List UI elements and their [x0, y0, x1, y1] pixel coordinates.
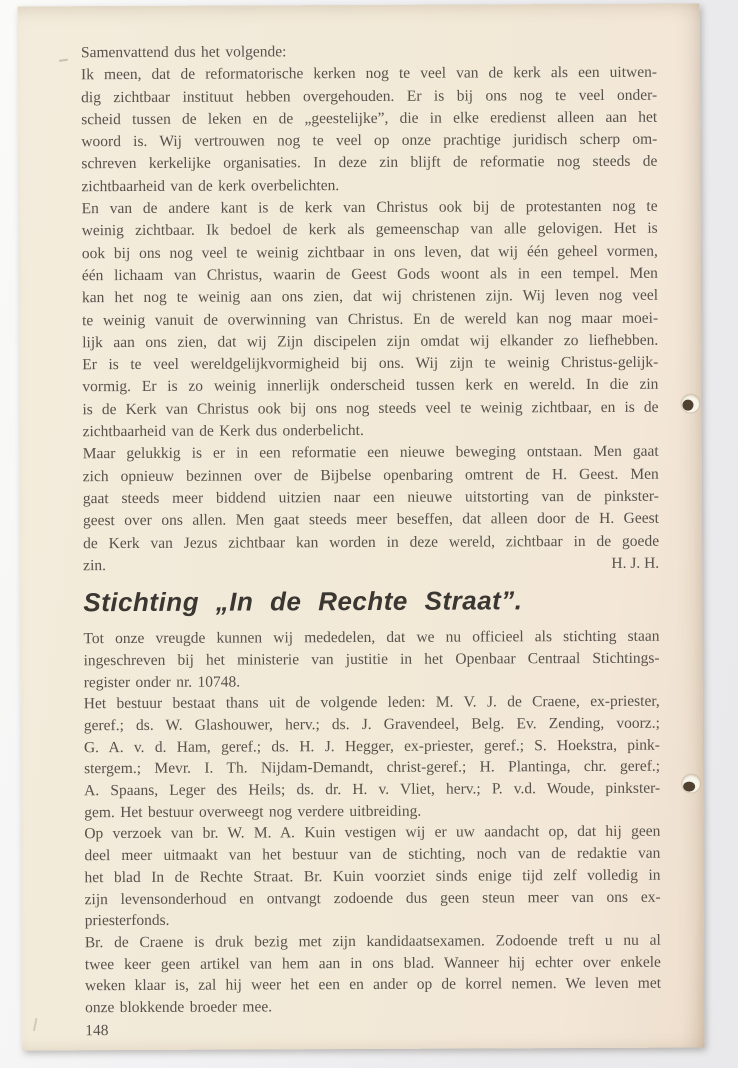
signature-line	[83, 553, 659, 578]
page-number: 148	[85, 1021, 109, 1039]
text-line: twee keer geen artikel van hem aan in ons blad. Wanneer hij echter over enkele	[84, 953, 661, 973]
text-line: G. A. v. d. Ham, geref.; ds. H. J. Hegger, ex-priester, geref.; S. Hoekstra, pink-	[83, 736, 660, 756]
text-line: schreven kerkelijke organisaties. In deze zin blijft de reformatie nog steeds de	[81, 153, 658, 173]
punch-hole-top	[681, 395, 699, 413]
text-line: dig zichtbaar instituut hebben overgehouden. Er is bij ons nog te veel onder-	[81, 86, 658, 106]
text-line: is de Kerk van Christus ook bij ons nog steeds veel te weinig zichtbaar, en is de	[82, 398, 659, 418]
text-line: Tot onze vreugde kunnen wij mededelen, dat we nu officieel als stichting staan	[83, 627, 660, 648]
text-line: En van de andere kant is de kerk van Christus ook bij de protestanten nog te	[81, 197, 658, 218]
article-heading: Stichting „In de Rechte Straat”.	[83, 585, 523, 618]
text-line: kan het nog te weinig aan ons zien, dat wij christenen zijn. Wij leven nog veel	[81, 286, 659, 307]
punch-hole-bottom	[682, 775, 700, 793]
text-line: priesterfonds.	[84, 912, 170, 930]
text-line: zichtbaarheid van de Kerk dus onderbelicht.	[82, 422, 364, 441]
text-line: één lichaam van Christus, waarin de Geest Gods woont als in een tempel. Men	[81, 264, 658, 285]
text-line: register onder nr. 10748.	[83, 673, 241, 691]
author-initials: H. J. H.	[611, 554, 660, 572]
text-line: te weinig vanuit de overwinning van Christus. En de wereld kan nog maar moei-	[82, 309, 659, 329]
article-stichting	[83, 626, 661, 1019]
text-line: scheid tussen de leken en de „geestelijke”, die in elke eredienst alleen aan het	[81, 108, 658, 129]
text-line: deel meer uitmaakt van het bestuur van de stichting, noch van de redaktie van	[84, 844, 661, 865]
text-line: zichtbaarheid van de kerk overbelichten.	[81, 176, 340, 195]
text-line: stergem.; Mevr. I. Th. Nijdam-Demandt, christ-geref.; H. Plantinga, chr. geref.;	[84, 758, 661, 778]
text-line: gaat steeds meer biddend uitzien naar een nieuwe uitstorting van de pinkster-	[82, 487, 659, 508]
text-line: A. Spaans, Leger des Heils; ds. dr. H. v. Vliet, herv.; P. v.d. Woude, pinkster-	[84, 779, 661, 800]
text-line: ook bij ons nog veel te weinig zichtbaar in ons leven, dat wij één geheel vormen,	[81, 242, 658, 262]
text-line: Er is te veel wereldgelijkvormigheid bij ons. Wij zijn te weinig Christus-gelijk-	[82, 353, 659, 374]
text-line: gem. Het bestuur overweegt nog verdere uitbreiding.	[84, 802, 422, 821]
text-line: de Kerk van Jezus zichtbaar kan worden in deze wereld, zichtbaar in de goede	[83, 532, 660, 552]
pencil-mark	[59, 59, 68, 62]
text-line: geest over ons allen. Men gaat steeds meer beseffen, dat alleen door de H. Geest	[82, 509, 660, 530]
pencil-mark-bottom	[33, 1018, 42, 1032]
text-line: woord is. Wij vertrouwen nog te veel op onze prachtige juridisch scherp om-	[81, 130, 658, 151]
page-content	[81, 40, 661, 1042]
text-line: Samenvattend dus het volgende:	[80, 43, 287, 62]
text-line: zijn levensonderhoud en ontvangt zodoende dus geen steun meer van ons ex-	[84, 888, 661, 908]
text-line: zich opnieuw bezinnen over de Bijbelse openbaring omtrent de H. Geest. Men	[82, 465, 659, 485]
text-line: lijk aan ons zien, dat wij Zijn discipelen zijn omdat wij elkander zo liefhebben.	[82, 331, 659, 352]
text-line: vormig. Er is zo weinig innerlijk onderscheid tussen kerk en wereld. In die zin	[82, 376, 659, 396]
text-line: geref.; ds. W. Glashouwer, herv.; ds. J. Gravendeel, Belg. Ev. Zending, voorz.;	[83, 714, 660, 735]
book-page	[18, 4, 705, 1051]
text-line: Maar gelukkig is er in een reformatie een nieuwe beweging ontstaan. Men gaat	[82, 443, 659, 463]
text-line: onze blokkende broeder mee.	[85, 998, 273, 1017]
article-conclusion	[81, 40, 659, 555]
text-line: Br. de Craene is druk bezig met zijn kandidaatsexamen. Zodoende treft u nu al	[84, 931, 661, 952]
text-line: Op verzoek van br. W. M. A. Kuin vestigen wij er uw aandacht op, dat hij geen	[84, 823, 661, 843]
text-line: Ik meen, dat de reformatorische kerken nog te veel van de kerk als een uitwen-	[80, 64, 658, 84]
text-line: weinig zichtbaar. Ik bedoel de kerk als gemeenschap van alle gelovigen. Het is	[81, 220, 658, 240]
text-line: ingeschreven bij het ministerie van justitie in het Openbaar Centraal Stichtings-	[83, 649, 660, 670]
closing-word: zin.	[83, 556, 107, 575]
text-line: het blad In de Rechte Straat. Br. Kuin voorziet sinds enige tijd zelf volledig in	[84, 866, 661, 887]
text-line: Het bestuur bestaat thans uit de volgende leden: M. V. J. de Craene, ex-priester,	[83, 692, 660, 713]
text-line: weken klaar is, zal hij weer het een en ander op de korrel nemen. We leven met	[84, 975, 662, 995]
